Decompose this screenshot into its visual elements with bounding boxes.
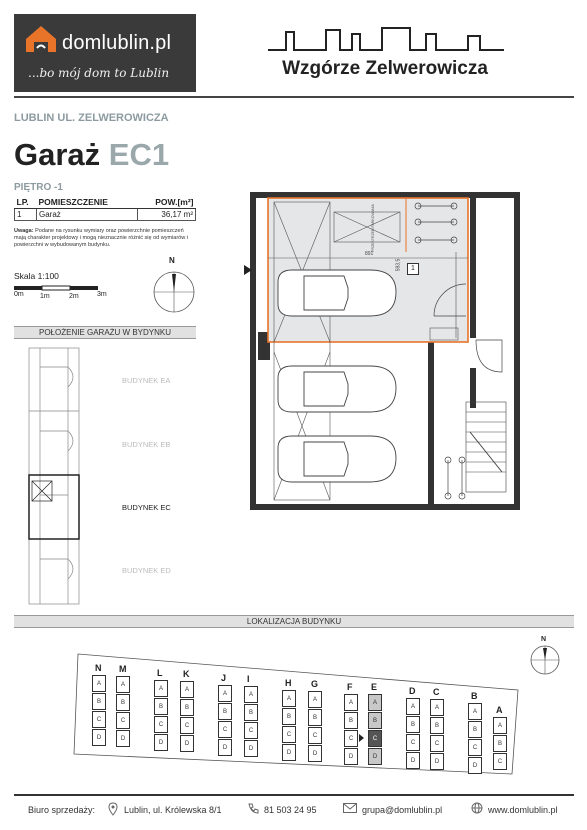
site-cell: B	[116, 694, 130, 711]
site-cell: C	[344, 730, 358, 747]
sales-office-label: Biuro sprzedaży:	[28, 805, 96, 815]
site-cell: A	[430, 699, 444, 716]
column-header: POW.[m²]	[137, 196, 195, 209]
site-cell: A	[282, 690, 296, 707]
house-logo-icon	[24, 24, 58, 54]
site-outline	[72, 650, 524, 778]
site-cell: A	[308, 691, 322, 708]
site-cell: D	[308, 745, 322, 762]
site-cell: C	[282, 726, 296, 743]
parking-sign-text: PRZESTRZEŃ PARKOWANIA	[370, 204, 375, 252]
site-building-label: E	[371, 682, 378, 692]
site-cell: A	[180, 681, 194, 698]
site-cell: A	[344, 694, 358, 711]
site-section-header: LOKALIZACJA BUDYNKU	[14, 615, 574, 628]
site-cell: C	[92, 711, 106, 728]
title-word: Garaż	[14, 137, 101, 172]
site-building-label: L	[157, 668, 163, 678]
column-header: POMIESZCZENIE	[37, 196, 138, 209]
title-code: EC1	[108, 137, 170, 172]
site-cell: D	[468, 757, 482, 774]
website-link[interactable]: www.domlublin.pl	[488, 805, 558, 815]
site-cell: B	[368, 712, 382, 729]
building-section-diagram	[28, 347, 84, 605]
site-cell: C	[116, 712, 130, 729]
scale-tick: 3m	[97, 291, 107, 298]
scale-tick: 2m	[69, 293, 79, 300]
phone-icon	[247, 802, 259, 814]
address-text: Lublin, ul. Królewska 8/1	[124, 805, 222, 815]
site-cell: B	[406, 716, 420, 733]
site-cell: B	[344, 712, 358, 729]
site-cell: C	[468, 739, 482, 756]
site-building-label: C	[433, 687, 440, 697]
site-building-label: H	[285, 678, 292, 688]
disclaimer-note	[14, 228, 196, 249]
site-cell: A	[468, 703, 482, 720]
site-cell: C	[244, 722, 258, 739]
location-pin-icon	[108, 802, 118, 816]
site-cell: B	[430, 717, 444, 734]
site-cell: D	[92, 729, 106, 746]
compass-icon	[150, 262, 198, 314]
compass-label: N	[169, 256, 175, 265]
position-section-header: POŁOŻENIE GARAŻU W BYDYNKU	[14, 326, 196, 339]
site-building-label: A	[496, 705, 503, 715]
floor-plan	[248, 192, 524, 514]
column-header: LP.	[15, 196, 37, 209]
globe-icon	[471, 802, 483, 814]
site-cell: B	[154, 698, 168, 715]
project-skyline-logo	[268, 24, 504, 54]
site-cell: B	[180, 699, 194, 716]
site-building-label: K	[183, 669, 190, 679]
site-cell: C	[154, 716, 168, 733]
site-cell: A	[493, 717, 507, 734]
location-label: LUBLIN UL. ZELWEROWICZA	[14, 112, 169, 124]
scale-tick: 0m	[14, 291, 24, 298]
site-cell: A	[116, 676, 130, 693]
site-cell: B	[493, 735, 507, 752]
site-cell: D	[154, 734, 168, 751]
site-building-label: D	[409, 686, 416, 696]
site-building-label: G	[311, 679, 319, 689]
site-cell: D	[180, 735, 194, 752]
site-cell: D	[116, 730, 130, 747]
site-marker-arrow-icon	[359, 734, 364, 742]
rooms-table	[14, 196, 196, 221]
scale-label: Skala 1:100	[14, 271, 59, 281]
site-cell: B	[244, 704, 258, 721]
note-label: Uwaga:	[14, 228, 34, 234]
scale-tick: 1m	[40, 293, 50, 300]
site-cell: D	[282, 744, 296, 761]
building-label: BUDYNEK EB	[122, 440, 171, 449]
entrance-arrow-icon	[243, 264, 253, 276]
site-cell: A	[154, 680, 168, 697]
footer-divider	[14, 794, 574, 796]
site-cell-highlighted: C	[368, 730, 382, 747]
site-cell: D	[406, 752, 420, 769]
site-cell: C	[180, 717, 194, 734]
site-building-label: N	[95, 663, 102, 673]
table-header-row	[15, 196, 196, 209]
site-cell: B	[282, 708, 296, 725]
site-cell: C	[430, 735, 444, 752]
site-cell: D	[244, 740, 258, 757]
plan-dimension-height: 593,5	[395, 258, 402, 272]
header-divider	[14, 96, 574, 98]
site-cell: C	[218, 721, 232, 738]
building-label: BUDYNEK EA	[122, 376, 171, 385]
building-label-active: BUDYNEK EC	[122, 503, 171, 512]
room-number-badge: 1	[407, 263, 419, 275]
site-cell: A	[368, 694, 382, 711]
site-cell: C	[406, 734, 420, 751]
site-compass-label: N	[541, 636, 547, 643]
site-building-label: J	[221, 673, 227, 683]
site-cell: B	[218, 703, 232, 720]
site-cell: C	[308, 727, 322, 744]
site-building-label: B	[471, 691, 478, 701]
site-cell: D	[344, 748, 358, 765]
site-cell: B	[308, 709, 322, 726]
site-cell: D	[218, 739, 232, 756]
table-cell: Garaż	[37, 209, 138, 221]
site-cell: C	[493, 753, 507, 770]
site-cell: D	[368, 748, 382, 765]
brand-tagline: ...bo mój dom to Lublin	[28, 66, 170, 80]
phone-text[interactable]: 81 503 24 95	[264, 805, 317, 815]
plan-dimension-width: 891	[365, 251, 374, 257]
note-text: Podane na rysunku wymiary oraz powierzchnie pomieszczeń mają charakter projektowy i mogą nieznacznie różnić się od wymiarów i powierzchni w wybudowanym budynku.	[14, 228, 188, 248]
building-label: BUDYNEK ED	[122, 566, 171, 575]
site-cell: A	[92, 675, 106, 692]
email-link[interactable]: grupa@domlublin.pl	[362, 805, 443, 815]
table-cell: 1	[15, 209, 37, 221]
site-cell: A	[406, 698, 420, 715]
table-row	[15, 209, 196, 221]
site-building-label: I	[247, 674, 250, 684]
site-cell: B	[92, 693, 106, 710]
site-cell: A	[244, 686, 258, 703]
floor-label: PIĘTRO -1	[14, 182, 63, 193]
site-cell: A	[218, 685, 232, 702]
site-cell: D	[430, 753, 444, 770]
table-cell: 36,17 m²	[137, 209, 195, 221]
project-name: Wzgórze Zelwerowicza	[282, 58, 488, 79]
page-title	[14, 138, 169, 172]
email-icon	[343, 803, 357, 813]
site-building-label: F	[347, 682, 353, 692]
brand-name: domlublin.pl	[62, 32, 172, 54]
site-cell: B	[468, 721, 482, 738]
site-building-label: M	[119, 664, 127, 674]
